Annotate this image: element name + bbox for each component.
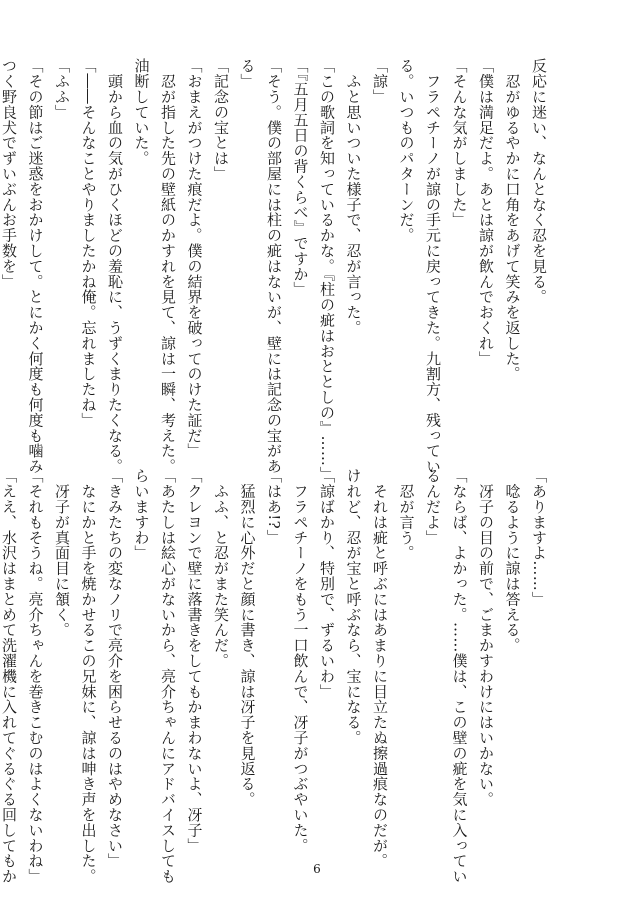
text-line: けれど、忍が宝と呼ぶなら、宝になる。 [344,468,363,746]
text-line: 「おまえがつけた痕だよ。僕の結界を破ってのけた証だ」 [185,58,204,459]
text-line: 「ならば、よかった。……僕は、この壁の疵を気に入ってい [450,468,469,884]
text-line: 「その節はご迷惑をおかけして。とにかく何度も何度も噛み [26,58,45,474]
text-line: らいますわ」 [132,468,151,561]
page-number: 6 [313,862,321,876]
text-line: 頭から血の気がひくほどの羞恥に、うずくまりたくなる。 [106,58,124,474]
text-block-upper [0,58,552,482]
text-line: ふと思いついた様子で、忍が言った。 [344,58,363,336]
text-line: なにかと手を焼かせるこの兄妹に、諒は呻き声を出した。 [79,468,98,884]
text-line: 「ありますよ……」 [530,468,548,607]
text-line: 「きみたちの変なノリで亮介を困らせるのはやめなさい」 [106,468,124,869]
text-line: つく野良犬でずいぶんお手数を」 [0,58,18,289]
text-line: 「クレヨンで壁に落書きをしてもかまわないよ、冴子」 [185,468,204,853]
text-line: 「『五月五日の背くらべ』ですか」 [291,58,310,297]
text-line: 忍が言う。 [397,468,416,561]
text-line: 「それもそうね。亮介ちゃんを巻きこむのはよくないわね」 [26,468,45,884]
text-line: 「――そんなことやりましたかね俺。忘れましたね」 [79,58,98,428]
text-line: 「そんな気がしました」 [450,58,469,228]
text-line: 「そう。僕の部屋には柱の疵はないが、壁には記念の宝があ [265,58,283,474]
text-line: 「ふふ」 [53,58,71,120]
text-block-lower [0,468,552,884]
text-line: 猛烈に心外だと顔に書き、諒は冴子を見返る。 [238,468,257,807]
text-line: 冴子が真面目に頷く。 [53,468,71,638]
text-line: 「僕は満足だよ。あとは諒が飲んでおくれ」 [477,58,495,366]
text-line: るんだよ」 [424,468,442,545]
text-line: 忍が指した先の壁紙のかすれを見て、諒は一瞬、考えた。 [159,58,177,474]
text-line: 忍がゆるやかに口角をあげて笑みを返した。 [503,58,522,382]
text-line: フラペチーノが諒の手元に戻ってきた。九割方、残ってい [424,58,442,474]
text-line: 反応に迷い、なんとなく忍を見る。 [530,58,548,305]
text-line: ふふ、と忍がまた笑んだ。 [212,468,230,669]
text-line: 唸るように諒は答える。 [503,468,522,653]
text-line: 「ええ、水沢はまとめて洗濯機に入れてぐるぐる回してもか [0,468,18,884]
text-line: 「この歌詞を知っているかな。『柱の疵はおととしの』……」 [318,58,336,482]
text-line: 冴子の目の前で、ごまかすわけにはいかない。 [477,468,495,807]
text-line: 油断していた。 [132,58,151,166]
text-line: フラペチーノをもう一口飲んで、冴子がつぶやいた。 [291,468,310,853]
text-line: 「はあ!?」 [265,468,283,545]
text-line: 「あたしは絵心がないから、亮介ちゃんにアドバイスしても [159,468,177,884]
text-line: る。いつものパターンだ。 [397,58,416,243]
text-line: 「諒」 [371,58,389,105]
text-line: 「記念の宝とは」 [212,58,230,182]
text-line: 「諒ばかり、特別で、ずるいわ」 [318,468,336,699]
text-line: それは疵と呼ぶにはあまりに目立たぬ擦過痕なのだが。 [371,468,389,869]
text-line: る」 [238,58,257,89]
